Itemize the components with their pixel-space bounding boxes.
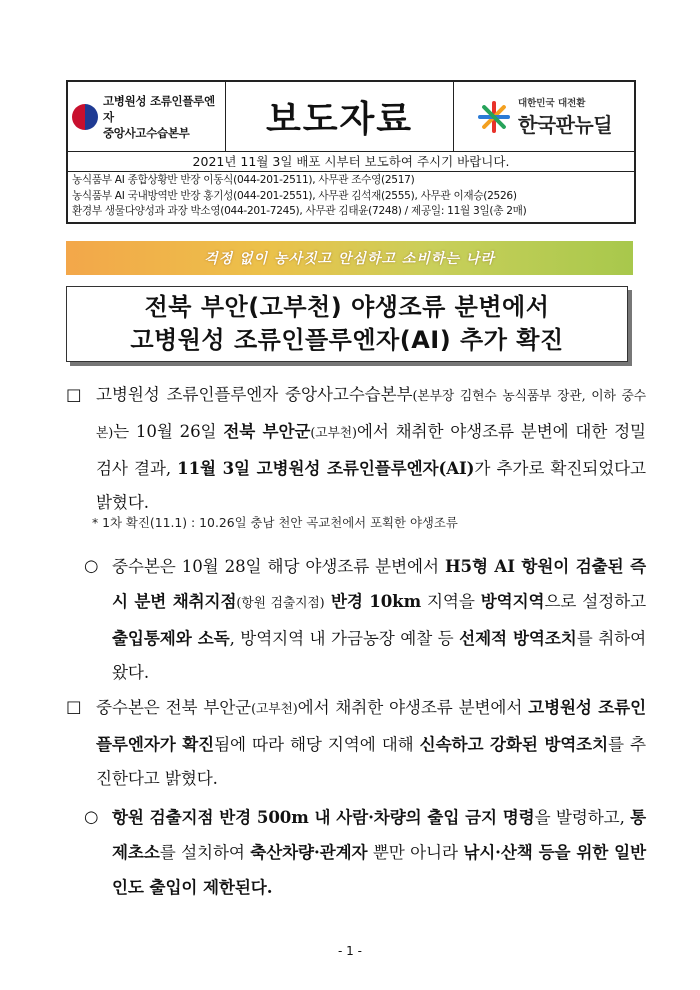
p2-text2: 지역을 bbox=[421, 592, 481, 611]
press-release-title: 보도자료 bbox=[226, 82, 454, 151]
org-name bbox=[103, 93, 221, 141]
square-bullet-icon: □ bbox=[66, 697, 82, 716]
p1-text: 는 10월 26일 bbox=[113, 422, 224, 441]
paragraph-3 bbox=[66, 690, 646, 796]
circle-bullet-icon: ○ bbox=[84, 807, 99, 826]
page-number: - 1 - bbox=[338, 944, 362, 958]
p1-text2: 에서 채취한 야생조류 분변에 대한 정밀검사 결과, bbox=[96, 422, 646, 478]
new-deal-title: 한국판뉴딜 bbox=[517, 113, 613, 137]
p4-bold2: 통제초소 bbox=[112, 807, 646, 862]
p2-bold2: 반경 10km bbox=[324, 591, 422, 611]
p3-text: 중수본은 전북 부안군 bbox=[96, 698, 252, 717]
contact-line: 농식품부 AI 종합상황반 반장 이동식(044-201-2511), 사무관 조수영(2517) bbox=[72, 174, 415, 186]
p3-paren: (고부천) bbox=[251, 702, 298, 717]
p2-text: 중수본은 10월 28일 해당 야생조류 분변에서 bbox=[112, 557, 445, 576]
p2-text5: 를 취하여 왔다. bbox=[112, 629, 646, 682]
contact-line: 농식품부 AI 국내방역반 반장 홍기성(044-201-2551), 사무관 김석재(2555), 사무관 이재승(2526) bbox=[72, 189, 517, 202]
p4-bold4: 낚시·산책 등을 위한 일반인도 출입이 제한된다. bbox=[112, 842, 647, 897]
p2-bold5: 선제적 방역조치 bbox=[459, 628, 577, 648]
headline-line1: 전북 부안(고부천) 야생조류 분변에서 bbox=[144, 293, 550, 321]
header-top-row bbox=[68, 82, 634, 152]
p4-text: 을 발령하고, bbox=[534, 808, 631, 827]
footnote: * 1차 확진(11.1) : 10.26일 충남 천안 곡교천에서 포획한 야생조류 bbox=[92, 515, 458, 530]
p1-location: 전북 부안군 bbox=[223, 421, 311, 441]
contact-line: 환경부 생물다양성과 과장 박소영(044-201-7245), 사무관 김태윤(7248) / 제공일: 11월 3일(총 2매) bbox=[72, 205, 527, 217]
release-date: 2021년 11월 3일 배포 시부터 보도하여 주시기 바랍니다. bbox=[68, 152, 634, 172]
p2-bold4: 출입통제와 소독 bbox=[112, 628, 230, 648]
paragraph-2 bbox=[66, 549, 646, 690]
new-deal-star-icon bbox=[476, 99, 512, 135]
p4-bold3: 축산차량·관계자 bbox=[250, 842, 368, 862]
p3-text4: 를 추진한다고 밝혔다. bbox=[96, 735, 646, 788]
p1-paren: (본부장 김현수 농식품부 장관, 이하 중수본) bbox=[96, 389, 646, 441]
p1-location-paren: (고부천) bbox=[310, 426, 357, 441]
p4-text3: 뿐만 아니라 bbox=[367, 843, 464, 862]
korean-new-deal-logo bbox=[454, 82, 634, 151]
org-name-line2: 중앙사고수습본부 bbox=[103, 125, 190, 140]
headline-box bbox=[66, 286, 628, 362]
p2-text3: 으로 설정하고 bbox=[544, 592, 646, 611]
paragraph-1 bbox=[66, 378, 646, 520]
p2-paren: (항원 검출지점) bbox=[236, 596, 325, 611]
slogan-text: 걱정 없이 농사짓고 안심하고 소비하는 나라 bbox=[204, 251, 495, 267]
p3-text2: 에서 채취한 야생조류 분변에서 bbox=[297, 698, 529, 717]
new-deal-subtitle: 대한민국 대전환 bbox=[517, 98, 586, 109]
circle-bullet-icon: ○ bbox=[84, 556, 99, 575]
p2-bold3: 방역지역 bbox=[480, 591, 545, 611]
p1-text3: 가 추가로 확진되었다고 밝혔다. bbox=[96, 459, 646, 512]
org-logo bbox=[68, 82, 226, 151]
headline-line2: 고병원성 조류인플루엔자(AI) 추가 확진 bbox=[130, 326, 564, 354]
p3-bold2: 신속하고 강화된 방역조치 bbox=[419, 734, 609, 754]
p1-subject: 고병원성 조류인플루엔자 중앙사고수습본부 bbox=[96, 385, 413, 404]
square-bullet-icon: □ bbox=[66, 385, 82, 404]
taegeuk-emblem-icon bbox=[72, 104, 98, 130]
p3-bold1: 고병원성 조류인플루엔자가 확진 bbox=[96, 697, 646, 754]
p4-text2: 를 설치하여 bbox=[159, 843, 251, 862]
contact-list bbox=[68, 172, 634, 222]
paragraph-4 bbox=[66, 800, 646, 905]
p1-date-highlight: 11월 3일 고병원성 조류인플루엔자(AI) bbox=[177, 458, 475, 478]
press-header bbox=[66, 80, 636, 224]
p2-bold1: H5형 AI 항원이 검출된 즉시 분변 채취지점 bbox=[112, 556, 646, 611]
slogan-banner bbox=[66, 241, 633, 275]
p4-bold1: 항원 검출지점 반경 500m 내 사람·차량의 출입 금지 명령 bbox=[112, 807, 535, 827]
org-name-line1: 고병원성 조류인플루엔자 bbox=[103, 93, 215, 124]
p3-text3: 됨에 따라 해당 지역에 대해 bbox=[214, 735, 420, 754]
p2-text4: , 방역지역 내 가금농장 예찰 등 bbox=[229, 629, 460, 648]
